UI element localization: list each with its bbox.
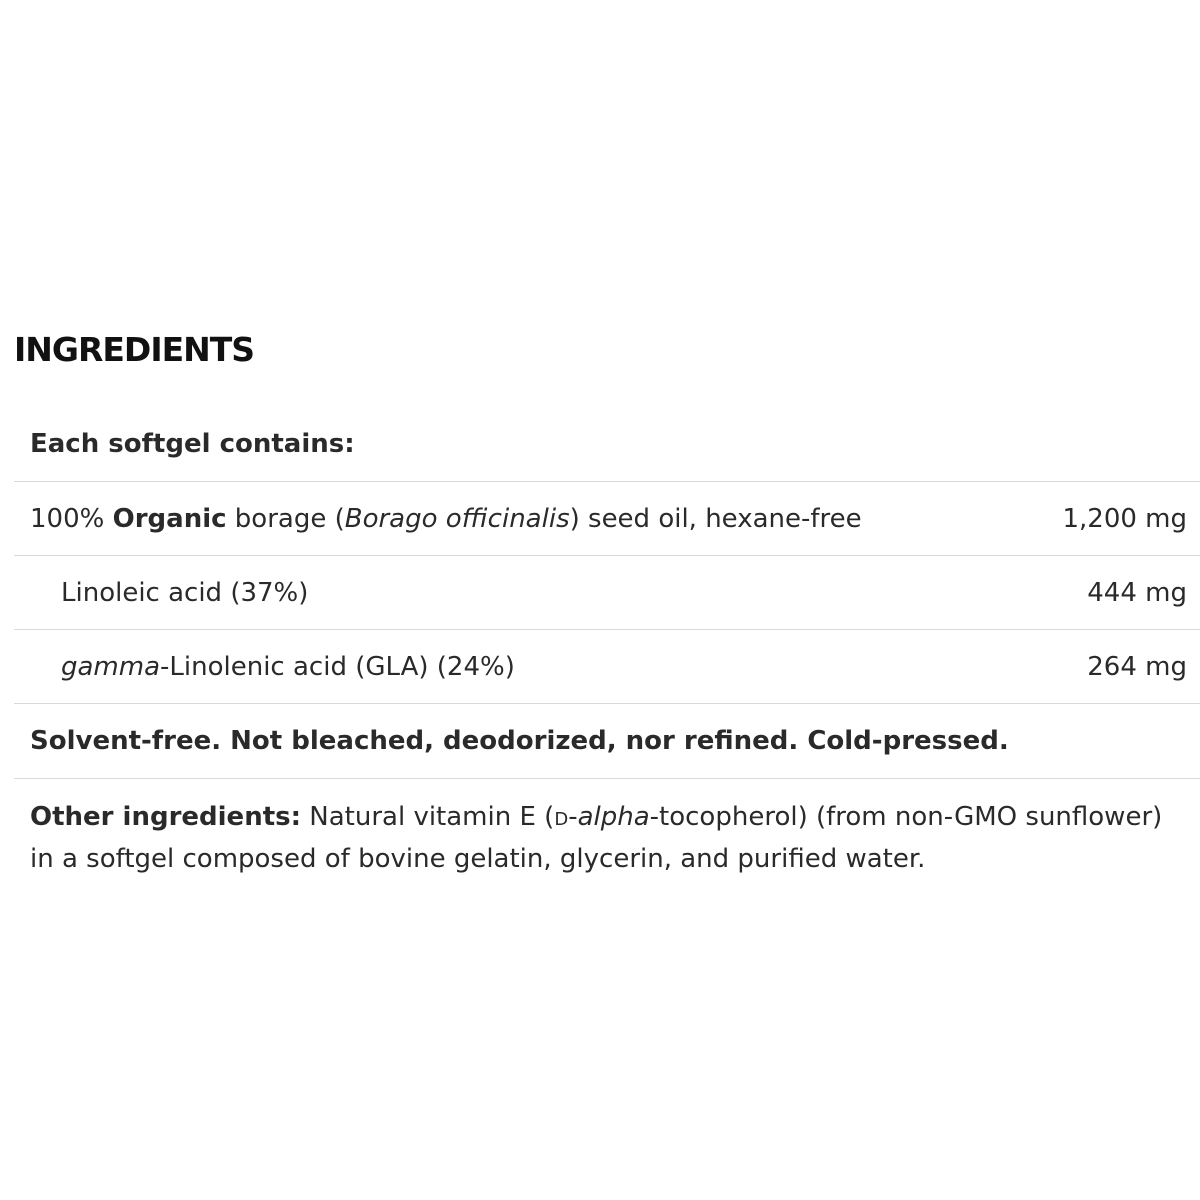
- table-row: [14, 482, 1200, 556]
- ingredient-name: Linoleic acid (37%): [61, 577, 309, 608]
- table-header-row: [14, 406, 1200, 482]
- page-title: INGREDIENTS: [14, 330, 255, 369]
- table-row: [14, 630, 1200, 704]
- other-ingredients: Other ingredients: Natural vitamin E (d-alpha-tocopherol) (from non-GMO sunflower) in a softgel composed of bovine gelatin, glycerin, and purified water.: [30, 802, 1163, 874]
- ingredient-amount: 444 mg: [1087, 577, 1187, 608]
- ingredient-latin-name: Borago officinalis: [344, 503, 570, 534]
- processing-note-row: [14, 704, 1200, 779]
- serving-label: Each softgel contains:: [30, 428, 355, 459]
- alpha-italic: alpha: [577, 802, 650, 832]
- table-row: [14, 556, 1200, 630]
- ingredient-name: 100% Organic borage (Borago officinalis) seed oil, hexane-free: [30, 503, 862, 534]
- ingredient-name: gamma-Linolenic acid (GLA) (24%): [61, 651, 515, 682]
- other-ingredients-label: Other ingredients:: [30, 802, 302, 832]
- small-caps-d: d: [554, 802, 569, 832]
- ingredient-italic-prefix: gamma: [61, 651, 161, 682]
- ingredient-amount: 264 mg: [1087, 651, 1187, 682]
- ingredient-organic-label: Organic: [112, 503, 227, 534]
- ingredients-table: [14, 406, 1200, 779]
- ingredient-amount: 1,200 mg: [1062, 503, 1187, 534]
- processing-note: Solvent-free. Not bleached, deodorized, nor refined. Cold-pressed.: [30, 726, 1009, 756]
